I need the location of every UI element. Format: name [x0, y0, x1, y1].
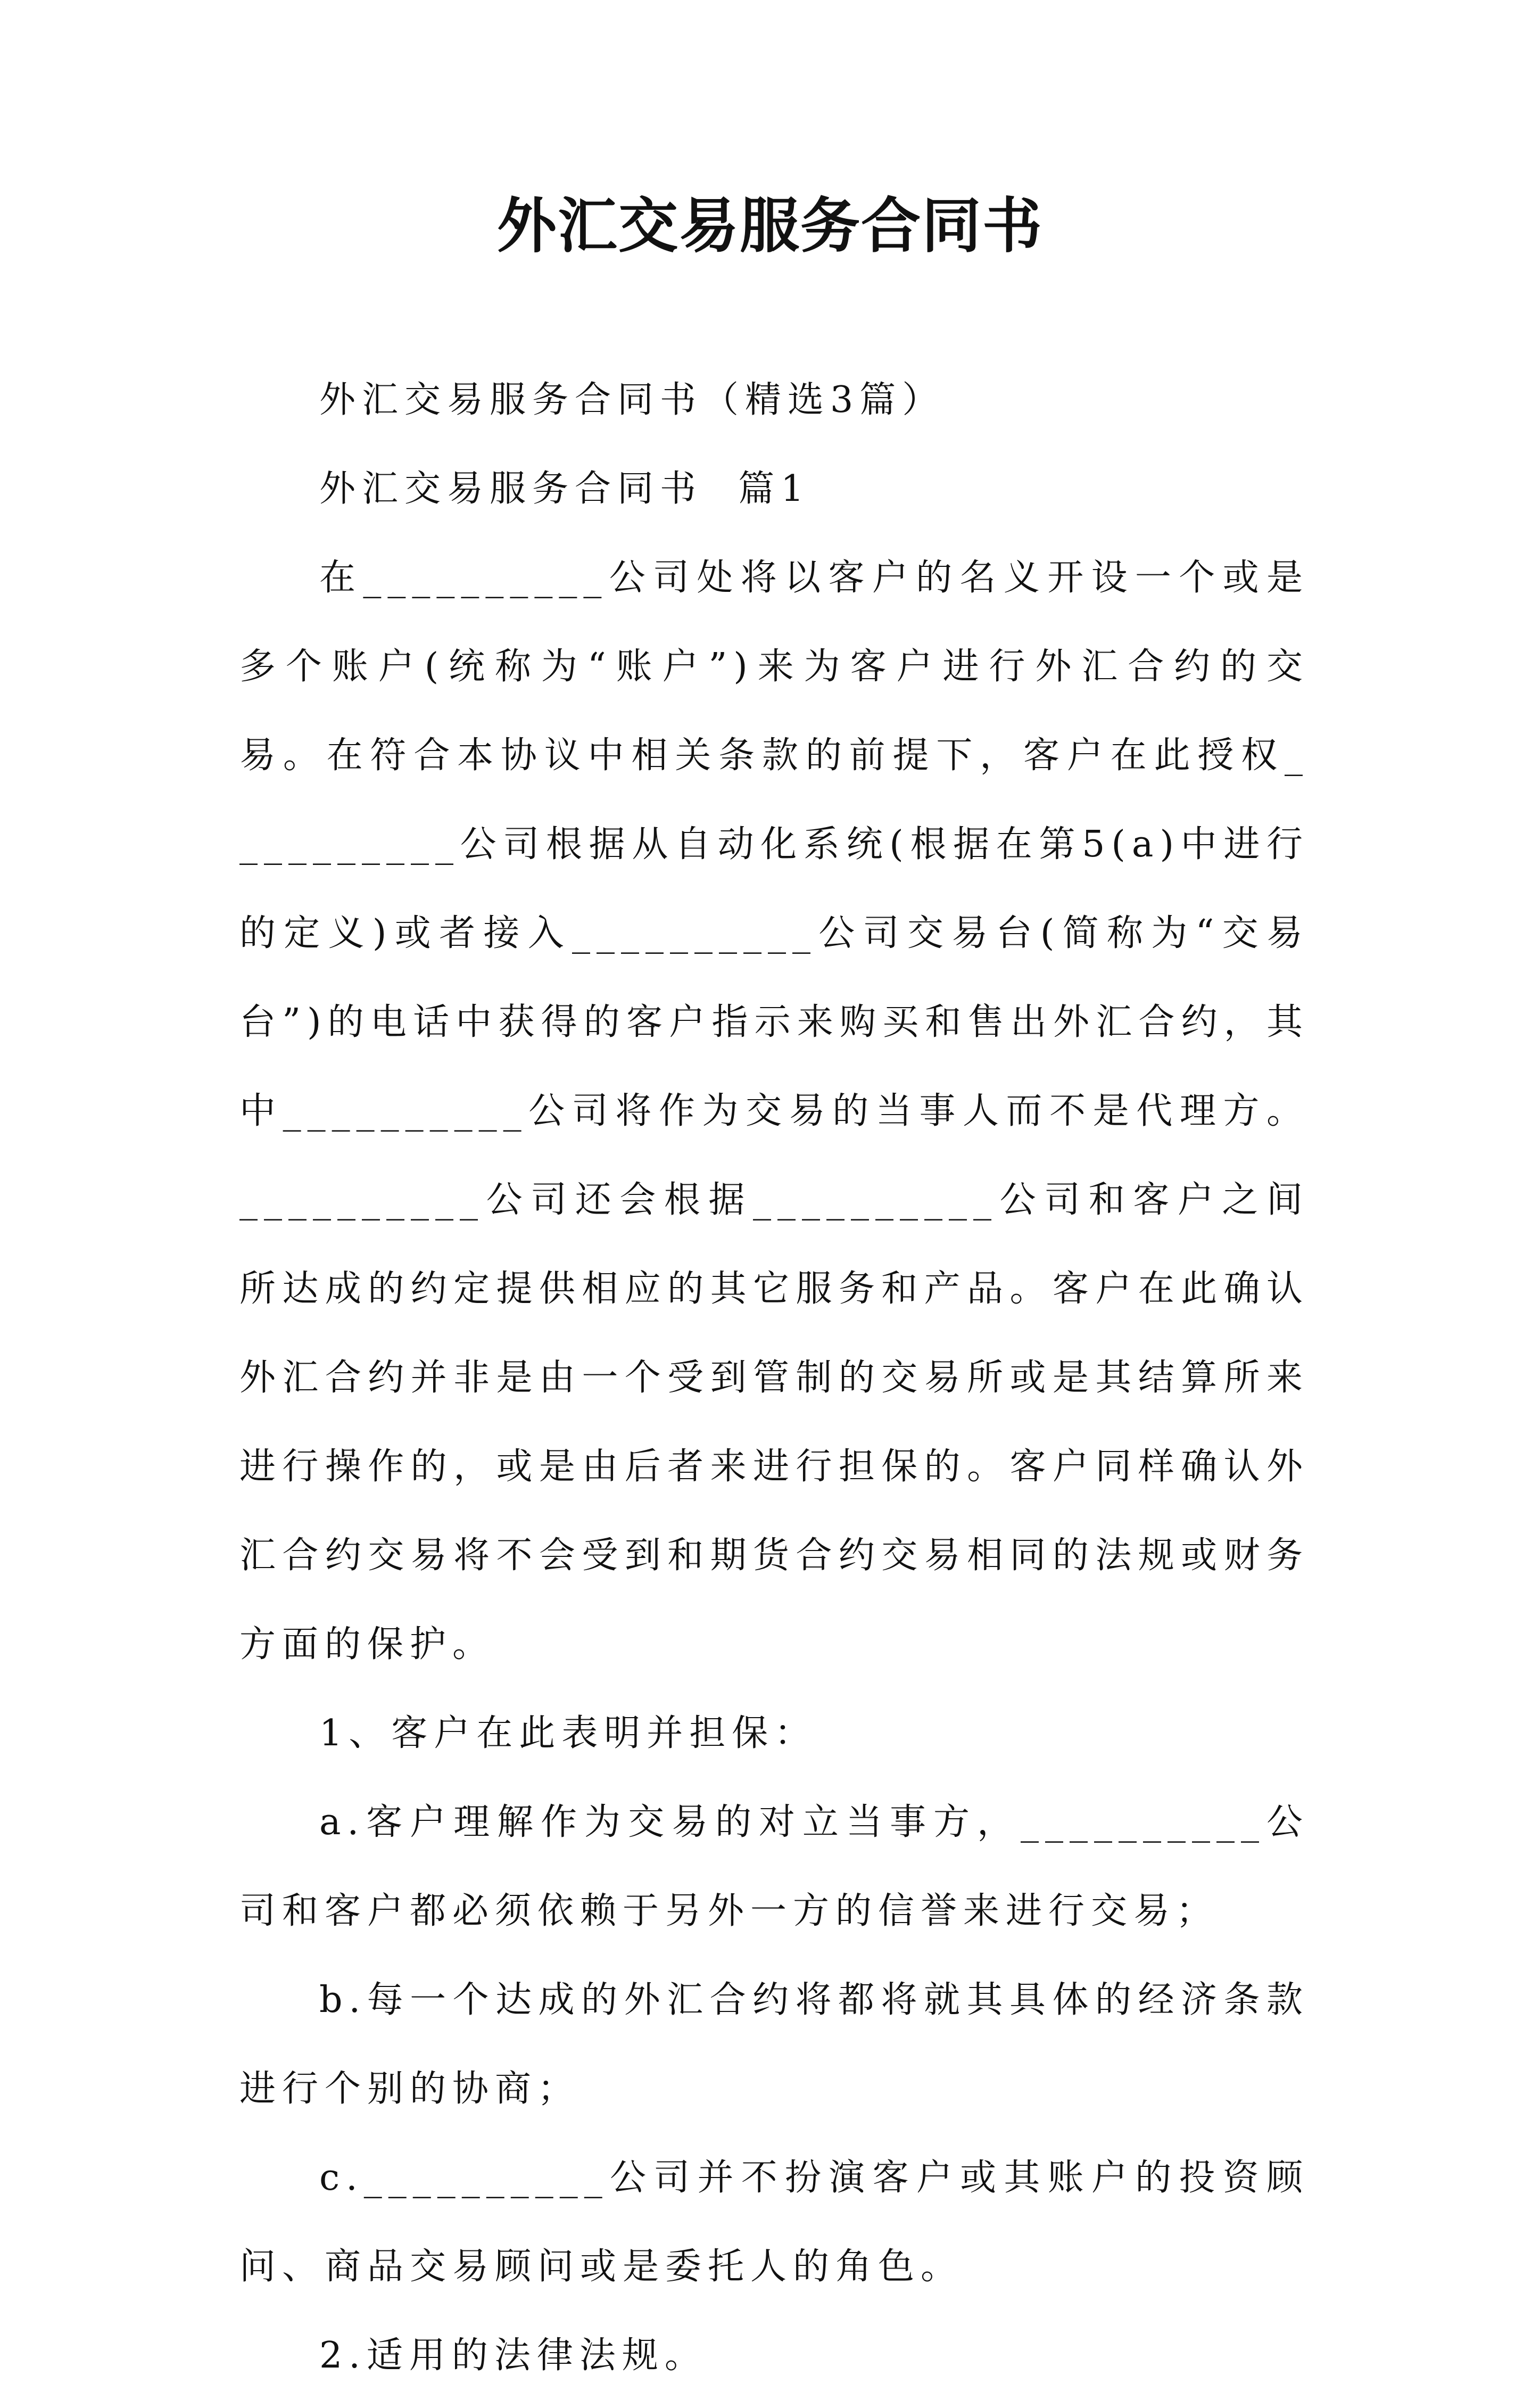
paragraph-clause-1: 1、客户在此表明并担保：: [319, 1712, 817, 1754]
paragraph-clause-2: 2.适用的法律法规。: [319, 2335, 707, 2377]
paragraph-clause-1b: b.每一个达成的外汇合约将都将就其具体的经济条款进行个别的协商；: [239, 1979, 1309, 2110]
document-title: 外汇交易服务合同书: [497, 191, 1043, 261]
paragraph-intro: 在__________公司处将以客户的名义开设一个或是多个账户(统称为“账户”)来为客户进行外汇合约的交易。在符合本协议中相关条款的前提下，客户在此授权__________公司根据从自动化系统(根据在第5(a)中进行的定义)或者接入__________公司交易台(简称为“交易台”)的电话中获得的客户指示来购买和售出外汇合约，其中__________公司将作为交易的当事人而不是代理方。__________公司还会根据__________公司和客户之间所达成的约定提供相应的其它服务和产品。客户在此确认外汇合约并非是由一个受到管制的交易所或是其结算所来进行操作的，或是由后者来进行担保的。客户同样确认外汇合约交易将不会受到和期货合约交易相同的法规或财务方面的保护。: [239, 557, 1309, 1665]
paragraph-clause-1a: a.客户理解作为交易的对立当事方，__________公司和客户都必须依赖于另外一方的信誉来进行交易；: [239, 1801, 1309, 1932]
document-body: [239, 356, 1309, 2400]
paragraph-section-heading: 外汇交易服务合同书 篇1: [319, 468, 810, 510]
paragraph-clause-1c: c.__________公司并不扮演客户或其账户的投资顾问、商品交易顾问或是委托人的角色。: [239, 2157, 1309, 2288]
paragraph-subtitle: 外汇交易服务合同书（精选3篇）: [319, 379, 945, 421]
